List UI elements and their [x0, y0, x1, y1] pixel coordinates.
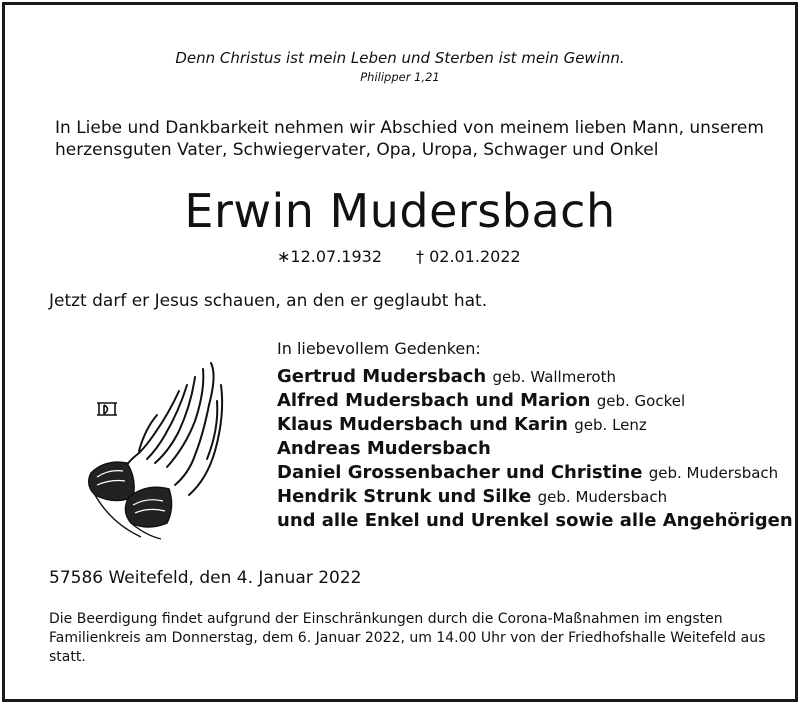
deceased-name: Erwin Mudersbach [184, 184, 616, 238]
mourner-name: Gertrud Mudersbach [277, 366, 487, 387]
faith-quote: Jetzt darf er Jesus schauen, an den er geglaubt hat. [49, 291, 488, 311]
death-cross-icon: † [416, 247, 425, 266]
maiden-name: geb. Mudersbach [537, 488, 668, 506]
mourner-row [277, 461, 787, 485]
mourner-row [277, 437, 787, 461]
mourner-name: und alle Enkel und Urenkel sowie alle Angehörigen [277, 510, 793, 531]
mourner-row [277, 389, 787, 413]
funeral-info: Die Beerdigung findet aufgrund der Einschränkungen durch die Corona-Maßnahmen im engsten Familienkreis am Donnerstag, dem 6. Januar 2022, um 14.00 Uhr von der Friedhofshalle Weitefeld aus statt. [49, 611, 766, 665]
mourner-name: Alfred Mudersbach und Marion [277, 390, 591, 411]
birth-date: 12.07.1932 [290, 247, 383, 266]
death-date: 02.01.2022 [429, 247, 521, 266]
obituary-notice [2, 2, 798, 702]
durer-monogram-icon [97, 403, 117, 415]
mourner-name: Klaus Mudersbach und Karin [277, 414, 568, 435]
birth-symbol-icon: ∗ [277, 247, 291, 266]
mourner-name: Daniel Grossenbacher und Christine [277, 462, 643, 483]
mourners-list [277, 365, 793, 533]
place-and-date: 57586 Weitefeld, den 4. Januar 2022 [49, 568, 362, 588]
mourner-row [277, 365, 787, 389]
maiden-name: geb. Mudersbach [648, 464, 779, 482]
maiden-name: geb. Gockel [596, 392, 686, 410]
mourner-name: Hendrik Strunk und Silke [277, 486, 532, 507]
maiden-name: geb. Wallmeroth [492, 368, 616, 386]
bible-verse: Denn Christus ist mein Leben und Sterben ist mein Gewinn. [175, 49, 625, 67]
intro-text: In Liebe und Dankbarkeit nehmen wir Abschied von meinem lieben Mann, unserem herzensguten Vater, Schwiegervater, Opa, Uropa, Schwager und Onkel [55, 118, 764, 160]
bible-verse-reference: Philipper 1,21 [360, 70, 440, 84]
mourner-row [277, 413, 787, 437]
praying-hands-icon [71, 355, 231, 545]
maiden-name: geb. Lenz [574, 416, 647, 434]
mourner-row [277, 485, 787, 509]
life-dates [277, 247, 521, 266]
memory-heading: In liebevollem Gedenken: [277, 339, 481, 358]
mourner-row [277, 509, 793, 533]
mourner-name: Andreas Mudersbach [277, 438, 491, 459]
